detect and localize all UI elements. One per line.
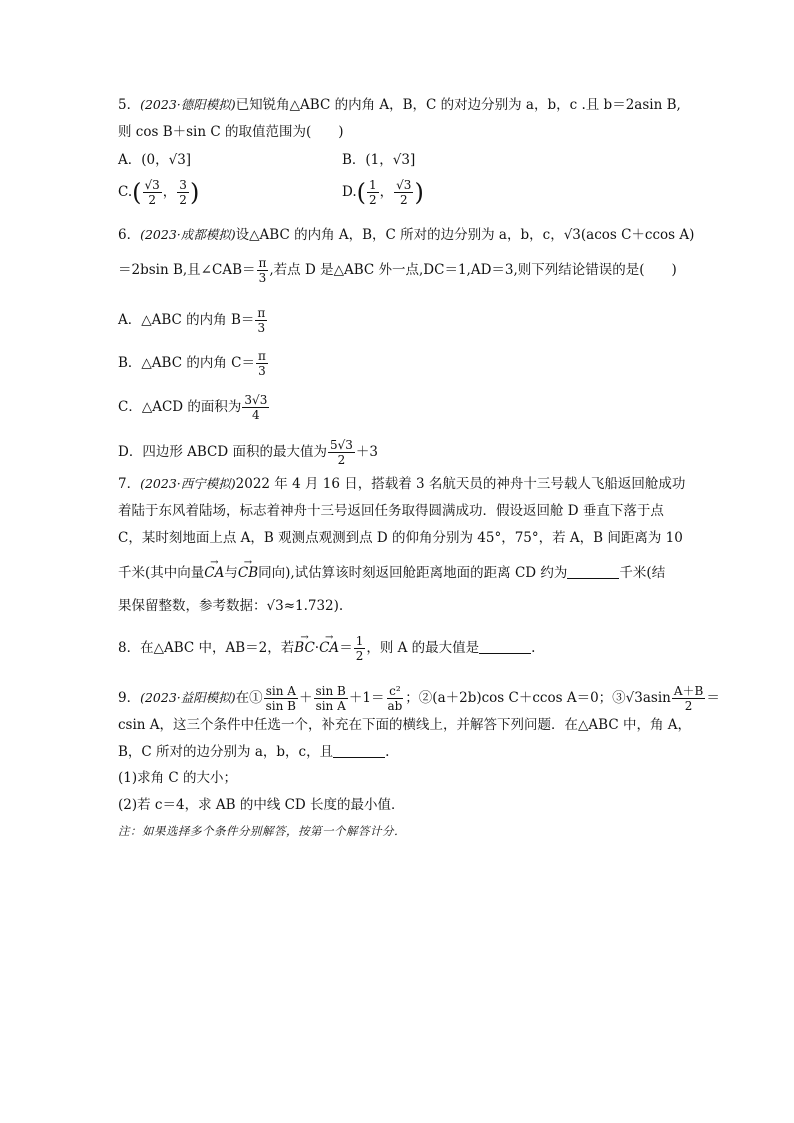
q6-b-text: B．△ABC 的内角 C＝	[118, 355, 255, 371]
q9-source: (2023·益阳模拟)	[140, 690, 236, 705]
q6-option-a	[118, 306, 268, 335]
q5-option-c: C.( $\frac{√3}{2}$ ， $\frac{3}{2}$ )	[118, 178, 200, 207]
q9-plus1: ＋	[299, 690, 313, 706]
q6-d-text: D．四边形 ABCD 面积的最大值为	[118, 444, 327, 460]
q8-end: .	[531, 640, 536, 656]
q5-option-c-label: C.	[118, 184, 133, 200]
q7-line3: C，某时刻地面上点 A，B 观测点观测到点 D 的仰角分别为 45°，75°，若 A，B 间距离为 10	[118, 530, 683, 546]
q9-line1	[118, 684, 720, 713]
q8-dot: ·	[314, 640, 320, 656]
q8-frac-den: 2	[355, 649, 364, 663]
q6-option-b	[118, 349, 269, 378]
q9-number: 9．	[118, 690, 141, 706]
q5-option-d-frac2	[394, 178, 413, 207]
q9-f3-num: c²	[389, 684, 401, 698]
q7-line5: 果保留整数，参考数据：√3≈1.732).	[118, 598, 344, 614]
q9-condition-blank	[333, 743, 385, 758]
q5-source: (2023·德阳模拟)	[140, 97, 236, 112]
q9-f3-den: ab	[387, 699, 403, 713]
q6-c-frac	[242, 393, 269, 422]
q5-text-2: 则 cos B＋sin C 的取值范围为( )	[118, 124, 344, 140]
q9-l1-mid: ；②(a＋2b)cos C＋ccos A＝0；③√3asin	[405, 690, 671, 706]
q6-c-num: 3√3	[244, 393, 268, 407]
q9-f2-den: sin A	[315, 699, 346, 713]
q9-f2-num: sin B	[315, 684, 346, 698]
q9-part1: (1)求角 C 的大小；	[118, 770, 238, 786]
q7-line4	[118, 564, 665, 582]
q5-option-d-frac1	[367, 178, 379, 207]
q9-f1-den: sin B	[265, 699, 296, 713]
q8-text-pre: 在△ABC 中，AB＝2，若	[140, 640, 295, 656]
q9-f4-num: A＋B	[673, 684, 704, 698]
q6-frac-num: π	[258, 256, 267, 270]
q5-option-d-label: D.	[342, 184, 357, 200]
q9-l1-end: ＝	[706, 690, 720, 706]
q9-part2: (2)若 c＝4，求 AB 的中线 CD 长度的最小值．	[118, 797, 405, 813]
q6-b-den: 3	[258, 364, 266, 378]
q7-source: (2023·西宁模拟)	[140, 476, 236, 491]
q8-number: 8．	[118, 640, 141, 656]
q6-line2-post: ,若点 D 是△ABC 外一点,DC＝1,AD＝3,则下列结论错误的是( )	[269, 262, 677, 278]
q7-number: 7．	[118, 476, 141, 492]
q8-text-post: ，则 A 的最大值是	[366, 640, 480, 656]
q6-line1	[118, 226, 694, 244]
q7-text-1: 2022 年 4 月 16 日，搭载着 3 名航天员的神舟十三号载人飞船返回舱成功	[235, 476, 686, 492]
q9-frac3	[385, 684, 404, 713]
q5-option-d: D.( $\frac{1}{2}$ ， $\frac{√3}{2}$ )	[342, 178, 424, 207]
q6-line2	[118, 256, 677, 285]
q9-frac4	[672, 684, 706, 713]
q5-c-num1: √3	[144, 178, 160, 192]
q7-line4-pre: 千米(其中向量	[118, 565, 205, 581]
q6-line2-pre: ＝2bsin B,且∠CAB＝	[118, 262, 256, 278]
q7-line4-end: 千米(结	[619, 565, 666, 581]
q9-f1-num: sin A	[265, 684, 296, 698]
q9-line3-end: .	[385, 744, 390, 760]
q5-text-1: 已知锐角△ABC 的内角 A，B，C 的对边分别为 a，b，c .且 b＝2asin B,	[235, 97, 681, 113]
q5-d-den2: 2	[399, 193, 408, 207]
q5-option-b: B．(1，√3]	[342, 152, 416, 168]
q9-line2: csin A，这三个条件中任选一个，补充在下面的横线上，并解答下列问题．在△ABC 中，角 A，	[118, 717, 692, 733]
q6-b-num: π	[257, 349, 266, 363]
q5-d-num2: √3	[396, 178, 412, 192]
q9-line3-pre: B，C 所对的边分别为 a，b，c，且	[118, 744, 334, 760]
q6-a-text: A．△ABC 的内角 B＝	[118, 312, 255, 328]
q6-a-den: 3	[257, 321, 266, 335]
q6-d-num: 5√3	[329, 438, 353, 452]
q8-frac	[354, 634, 366, 663]
q7-line4-mid: 与	[224, 565, 238, 581]
q6-option-d	[118, 438, 378, 467]
q8-vector-bc: → BC	[294, 639, 315, 657]
q6-c-text: C．△ACD 的面积为	[118, 399, 242, 415]
q6-a-frac	[255, 306, 267, 335]
q7-vector-ca: → CA	[204, 564, 224, 582]
q7-line4-post: 同向),试估算该时刻返回舱距离地面的距离 CD 约为	[258, 565, 568, 581]
q6-d-den: 2	[337, 453, 346, 467]
q9-f4-den: 2	[684, 699, 693, 713]
q7-vector-cb: → CB	[238, 564, 258, 582]
q5-d-den1: 2	[369, 193, 377, 207]
q8-vector-ca: → CA	[319, 639, 339, 657]
q5-line2	[118, 123, 344, 141]
q9-frac1	[264, 684, 298, 713]
q6-text-1: 设△ABC 的内角 A，B，C 所对的边分别为 a，b，c，√3(acos C＋ccos A)	[235, 227, 695, 243]
q8-answer-blank	[479, 639, 531, 654]
q6-number: 6．	[118, 227, 141, 243]
q7-line1	[118, 475, 685, 493]
q9-note: 注：如果选择多个条件分别解答，按第一个解答计分．	[118, 824, 406, 838]
q9-line3	[118, 743, 389, 761]
q6-option-c	[118, 393, 270, 422]
q9-l1-pre: 在①	[235, 690, 263, 706]
q6-d-post: ＋3	[355, 444, 378, 460]
q6-d-frac	[328, 438, 355, 467]
q5-option-c-frac2	[177, 178, 189, 207]
q8-line	[118, 634, 535, 663]
q7-line2: 着陆于东风着陆场，标志着神舟十三号返回任务取得圆满成功．假设返回舱 D 垂直下落于点	[118, 503, 664, 519]
q6-b-frac	[256, 349, 268, 378]
q5-c-num2: 3	[179, 178, 187, 192]
q9-plus2: ＋1＝	[348, 690, 385, 706]
q5-d-num1: 1	[369, 178, 377, 192]
q6-a-num: π	[257, 306, 266, 320]
q8-frac-num: 1	[355, 634, 364, 648]
q5-option-c-frac1	[143, 178, 162, 207]
q5-c-den2: 2	[179, 193, 187, 207]
q8-eq: ＝	[339, 640, 353, 656]
q5-option-a: A．(0，√3]	[118, 152, 192, 168]
q5-c-den1: 2	[148, 193, 156, 207]
q7-answer-blank	[567, 564, 619, 579]
q6-c-den: 4	[252, 408, 260, 422]
q6-frac-den: 3	[258, 271, 267, 285]
q5-line1	[118, 96, 681, 114]
q5-number: 5．	[118, 97, 141, 113]
q9-frac2	[314, 684, 348, 713]
q6-source: (2023·成都模拟)	[140, 227, 236, 242]
q6-angle-frac	[257, 256, 269, 285]
